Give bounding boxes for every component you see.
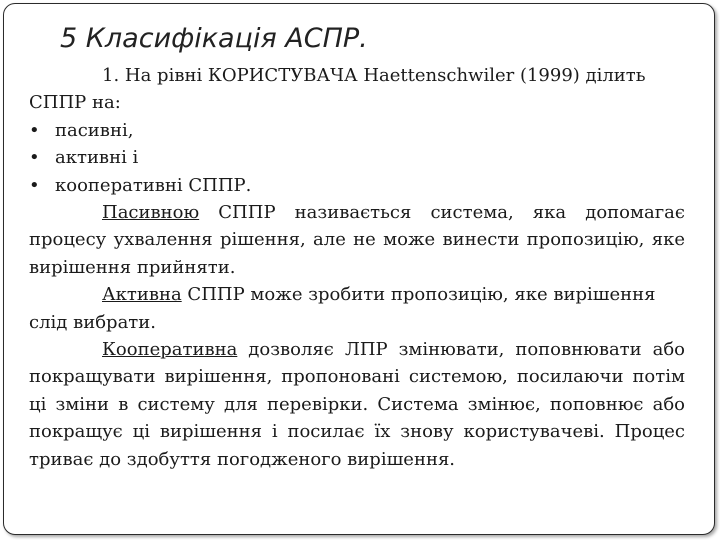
active-term: Активна [102, 284, 182, 306]
bullet-icon: • [29, 174, 40, 196]
passive-text: СППР називається система, яка допомагає процесу ухвалення рішення, але не може винести пропозицію, яке вирішення прийняти. [29, 202, 685, 278]
slide-title: 5 Класифікація АСПР. [60, 23, 368, 54]
bullet-icon: • [29, 119, 40, 141]
passive-paragraph [29, 199, 685, 281]
list-item [29, 144, 685, 171]
active-text: СППР може зробити пропозицію, яке вирішення слід вибрати. [29, 284, 656, 333]
active-paragraph [29, 281, 685, 336]
list-item-label: кооперативні СППР. [55, 174, 252, 196]
slide-body [29, 62, 685, 473]
bullet-icon: • [29, 147, 40, 169]
list-item [29, 172, 685, 199]
list-item [29, 117, 685, 144]
slide [3, 3, 715, 535]
intro-paragraph: 1. На рівні КОРИСТУВАЧА Haettenschwiler (1999) ділить СППР на: [29, 65, 646, 114]
list-item-label: пасивні, [55, 119, 134, 141]
dss-type-list [29, 117, 685, 199]
cooperative-text: дозволяє ЛПР змінювати, поповнювати або покращувати вирішення, пропоновані системою, посилаючи потім ці зміни в систему для перевірки. Система змінює, поповнює або покращує ці вирішення і посилає їх знову користувачеві. Процес триває до здобуття погодженого вирішення. [29, 339, 685, 470]
passive-term: Пасивною [102, 202, 200, 224]
cooperative-term: Кооперативна [102, 339, 238, 361]
cooperative-paragraph [29, 336, 685, 473]
list-item-label: активні і [55, 147, 139, 169]
